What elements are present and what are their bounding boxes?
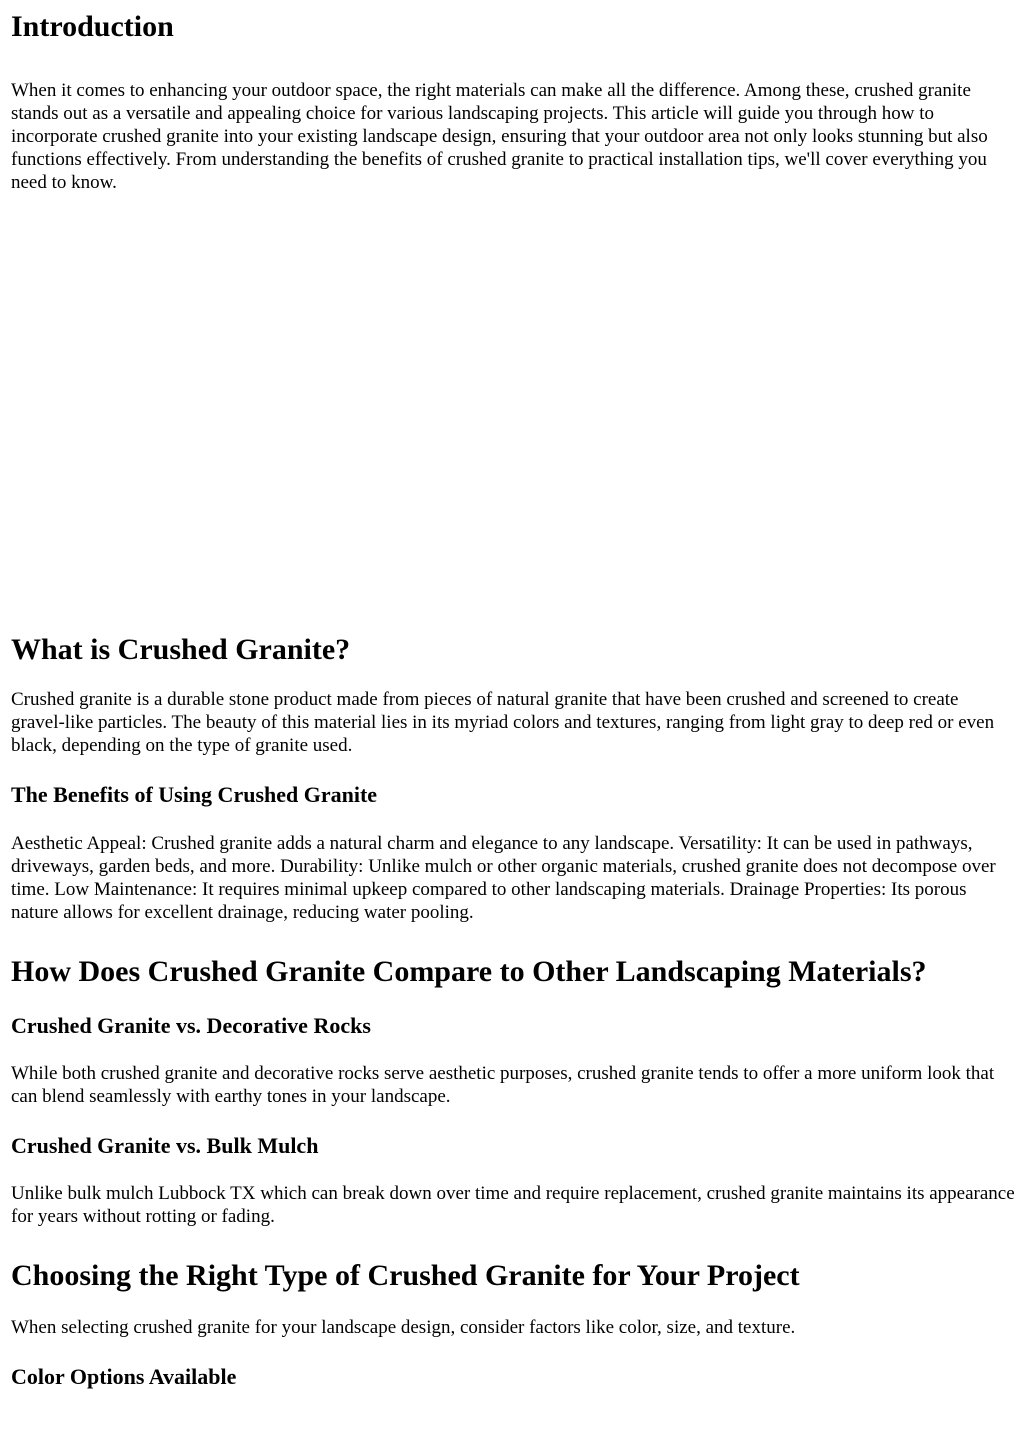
heading-choosing-type: Choosing the Right Type of Crushed Granite for Your Project — [11, 1259, 800, 1292]
paragraph-benefits: Aesthetic Appeal: Crushed granite adds a natural charm and elegance to any landscape. Versatility: It can be used in pathways, driveways, garden beds, and more. Durability: Unlike mulch or other organic materials, crushed granite does not decompose over time. Low Maintenance: It requires minimal upkeep compared to other landscaping materials. Drainage Properties: Its porous nature allows for excellent drainage, reducing water pooling. — [11, 833, 996, 923]
bulk-mulch-link[interactable]: bulk mulch Lubbock TX — [67, 1183, 256, 1204]
heading-vs-decorative-rocks: Crushed Granite vs. Decorative Rocks — [11, 1013, 371, 1038]
heading-color-options: Color Options Available — [11, 1364, 237, 1389]
blank-media-area — [11, 194, 1016, 632]
paragraph-choosing-type: When selecting crushed granite for your landscape design, consider factors like color, size, and texture. — [11, 1317, 796, 1338]
heading-compare-materials: How Does Crushed Granite Compare to Other Landscaping Materials? — [11, 955, 927, 988]
text-after-link: which can break down over time and require replacement, crushed granite maintains its appearance for years without rotting or fading. — [11, 1183, 1015, 1227]
heading-benefits: The Benefits of Using Crushed Granite — [11, 782, 378, 807]
paragraph-vs-bulk-mulch — [11, 1182, 1016, 1228]
heading-what-is-crushed-granite: What is Crushed Granite? — [11, 633, 351, 666]
heading-introduction: Introduction — [11, 10, 174, 43]
paragraph-introduction: When it comes to enhancing your outdoor space, the right materials can make all the difference. Among these, crushed granite stands out as a versatile and appealing choice for various landscaping projects. This article will guide you through how to incorporate crushed granite into your existing landscape design, ensuring that your outdoor area not only looks stunning but also functions effectively. From understanding the benefits of crushed granite to practical installation tips, we'll cover everything you need to know. — [11, 80, 988, 193]
paragraph-what-is-crushed-granite: Crushed granite is a durable stone product made from pieces of natural granite that have been crushed and screened to create gravel-like particles. The beauty of this material lies in its myriad colors and textures, ranging from light gray to deep red or even black, depending on the type of granite used. — [11, 689, 995, 756]
text-before-link: Unlike — [11, 1183, 68, 1204]
paragraph-vs-decorative-rocks: While both crushed granite and decorative rocks serve aesthetic purposes, crushed granite tends to offer a more uniform look that can blend seamlessly with earthy tones in your landscape. — [11, 1063, 995, 1107]
heading-vs-bulk-mulch: Crushed Granite vs. Bulk Mulch — [11, 1133, 319, 1158]
